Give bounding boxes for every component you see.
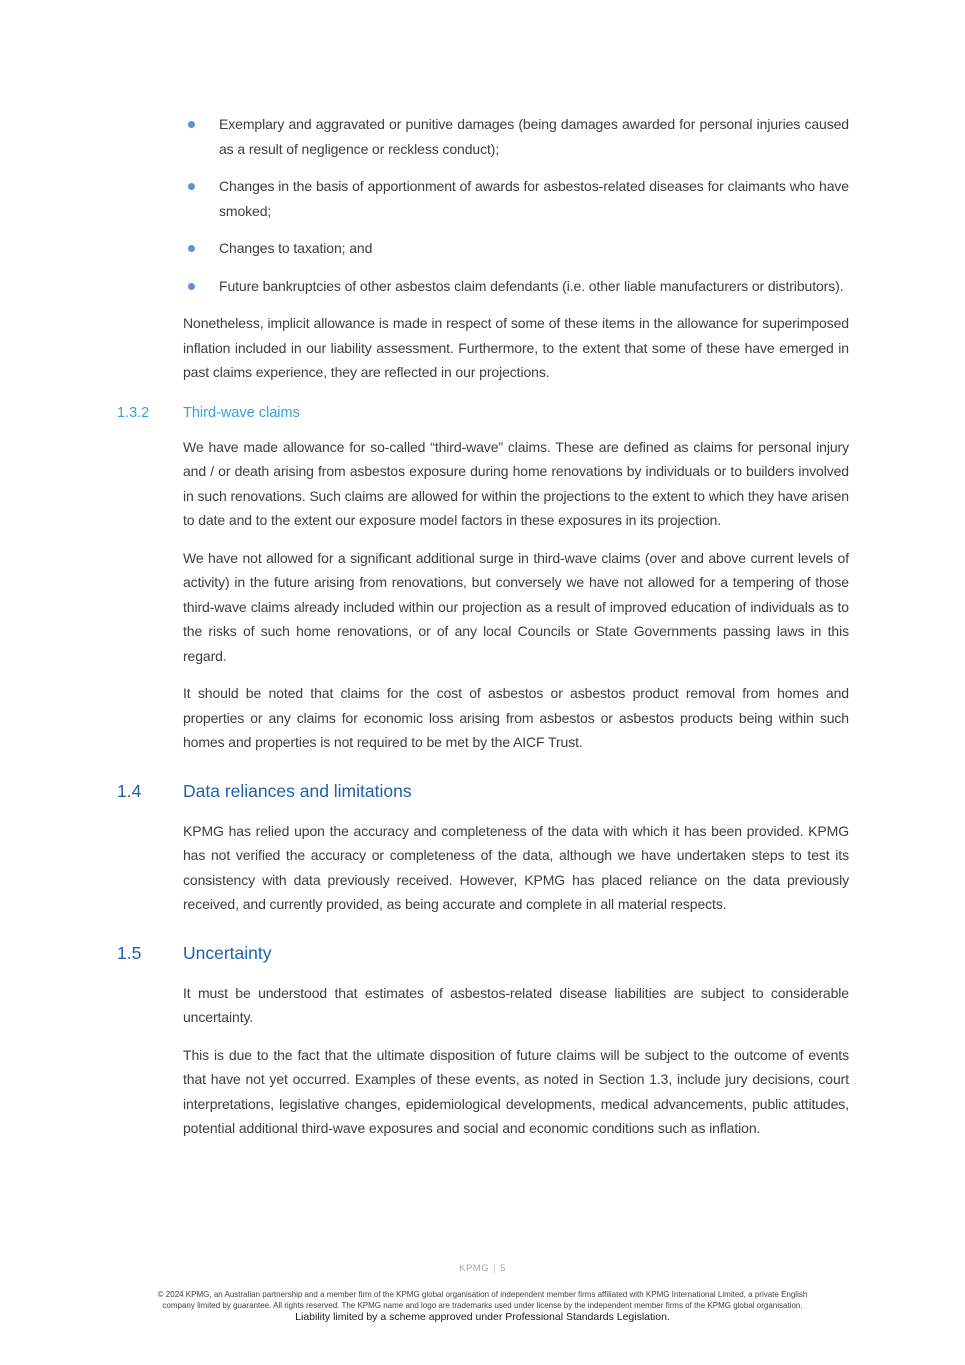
footer-separator: | [493,1263,497,1274]
bullet-icon [188,283,195,290]
section-title: Third-wave claims [183,404,300,421]
section-number: 1.5 [117,942,142,963]
paragraph: We have made allowance for so-called “third-wave” claims. These are defined as claims for personal injury and / or death arising from asbestos exposure during home renovations by individuals or to builders involved in such renovations. Such claims are allowed for within the projections to the extent to which they have arisen to date and to the extent our exposure model factors in these exposures in its projection. [183,438,849,528]
paragraph: KPMG has relied upon the accuracy and completeness of the data with which it has been provided. KPMG has not verified the accuracy or completeness of the data, although we have undertaken steps to test its consistency with data previously received. However, KPMG has placed reliance on the data previously received, and currently provided, as being accurate and complete in all material respects. [183,822,849,912]
bullet-icon [188,245,195,252]
section-number: 1.3.2 [117,404,150,421]
list-item [188,274,849,299]
bullet-icon [188,121,195,128]
page-footer [0,1263,965,1274]
section-heading-1-3-2 [117,405,849,421]
section-number: 1.4 [117,780,142,801]
list-item [188,174,849,223]
paragraph: We have not allowed for a significant additional surge in third-wave claims (over and above current levels of activity) in the future arising from renovations, but conversely we have not allowed for a tempering of those third-wave claims already included within our projection as a result of improved education of individuals as to the risks of such home renovations, or of any local Councils or State Governments passing laws in this regard. [183,549,849,664]
paragraph: It should be noted that claims for the cost of asbestos or asbestos product removal from homes and properties or any claims for economic loss arising from asbestos or asbestos products being within such homes and properties is not required to be met by the AICF Trust. [183,685,849,750]
copyright-line: company limited by guarantee. All rights reserved. The KPMG name and logo are trademarks used under license by the independent member firms of the KPMG global organisation. [162,1300,803,1310]
paragraph: This is due to the fact that the ultimate disposition of future claims will be subject to the outcome of events that have not yet occurred. Examples of these events, as noted in Section 1.3, include jury decisions, court interpretations, legislative changes, epidemiological developments, medical advancements, public attitudes, potential additional third-wave exposures and social and economic conditions such as inflation. [183,1046,849,1136]
section-title: Data reliances and limitations [183,780,412,801]
copyright-line: © 2024 KPMG, an Australian partnership and a member firm of the KPMG global organisation of independent member firms affiliated with KPMG International Limited, a private English [157,1290,808,1299]
list-item [188,236,849,261]
bullet-text: Exemplary and aggravated or punitive damages (being damages awarded for personal injuries caused as a result of negligence or reckless conduct); [219,116,849,157]
list-item [188,112,849,161]
bullet-text: Changes to taxation; and [219,240,373,256]
paragraph: It must be understood that estimates of asbestos-related disease liabilities are subject to considerable uncertainty. [183,984,849,1025]
section-title: Uncertainty [183,942,272,963]
paragraph: Nonetheless, implicit allowance is made in respect of some of these items in the allowance for superimposed inflation included in our liability assessment. Furthermore, to the extent that some of these have emerged in past claims experience, they are reflected in our projections. [183,315,849,380]
section-heading-1-5 [117,943,849,964]
bullet-text: Future bankruptcies of other asbestos claim defendants (i.e. other liable manufacturers or distributors). [219,277,844,294]
liability-notice: Liability limited by a scheme approved under Professional Standards Legislation. [295,1311,670,1323]
copyright-notice [0,1290,965,1311]
document-content [117,112,849,1141]
section-heading-1-4 [117,781,849,802]
bullet-text: Changes in the basis of apportionment of awards for asbestos-related diseases for claimants who have smoked; [219,178,849,219]
bullet-icon [188,183,195,190]
footer-brand: KPMG [459,1263,490,1274]
page-number: 5 [500,1263,506,1274]
